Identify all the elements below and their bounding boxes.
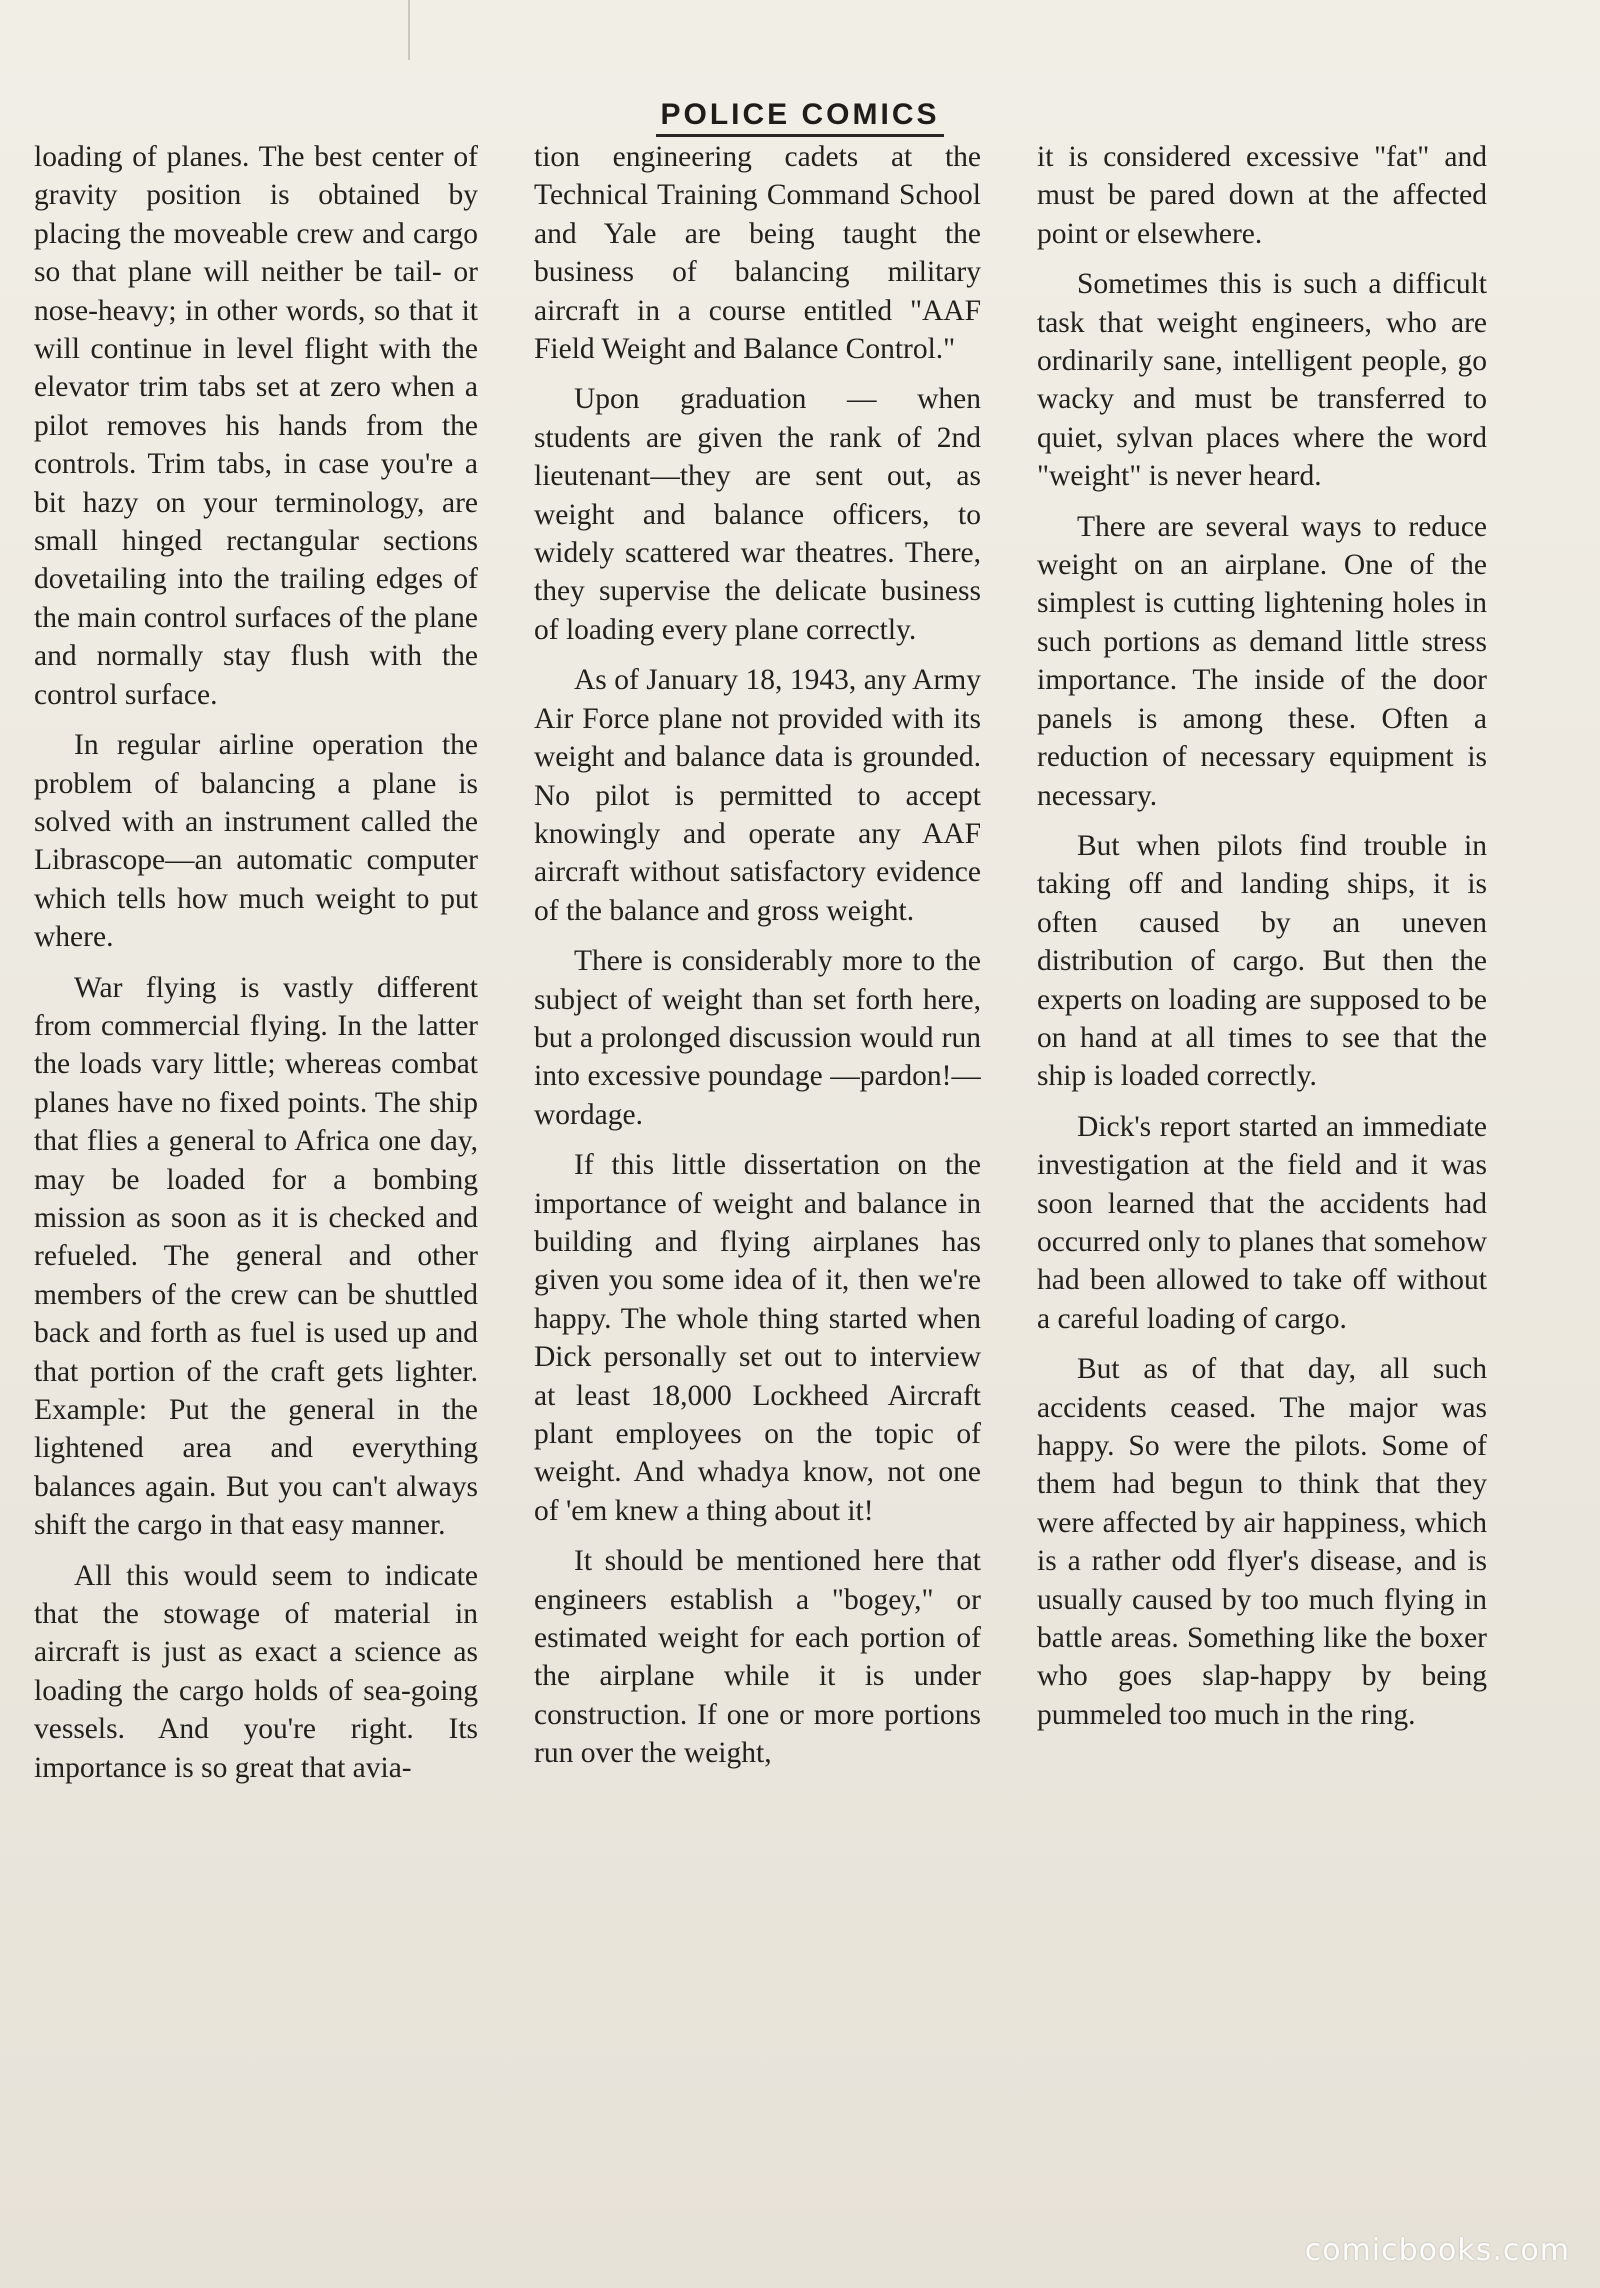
paragraph: But as of that day, all such accidents ceased. The major was happy. So were the pilots. Some of them had begun to think that they were affected by air happiness, which is a rather odd flyer's disease, and is usually caused by too much flying in battle areas. Something like the boxer who goes slap-happy by being pummeled too much in the ring. (1037, 1353, 1487, 1731)
paragraph: tion engineering cadets at the Technical Training Command School and Yale are being taught the business of balancing military aircraft in a course entitled "AAF Field Weight and Balance Control." (534, 141, 981, 366)
page-crease (408, 0, 410, 60)
paragraph: Sometimes this is such a difficult task that weight engineers, who are ordinarily sane, intelligent people, go wacky and must be transferred to quiet, sylvan places where the word "weight" is never heard. (1037, 268, 1487, 493)
paragraph: All this would seem to indicate that the stowage of material in aircraft is just as exact a science as loading the cargo holds of sea-going vessels. And you're right. Its importance is so great that avia- (34, 1559, 478, 1784)
paragraph: In regular airline operation the problem of balancing a plane is solved with an instrument called the Librascope—an automatic computer which tells how much weight to put where. (34, 729, 478, 954)
paragraph: There are several ways to reduce weight on an airplane. One of the simplest is cutting lightening holes in such portions as demand little stress importance. The inside of the door panels is among these. Often a reduction of necessary equipment is necessary. (1037, 510, 1487, 812)
page-header (0, 98, 1600, 137)
page-title: POLICE COMICS (656, 98, 943, 137)
paragraph: As of January 18, 1943, any Army Air Force plane not provided with its weight and balance data is grounded. No pilot is permitted to accept knowingly and operate any AAF aircraft without satisfactory evidence of the balance and gross weight. (534, 664, 981, 927)
paragraph: Upon graduation — when students are given the rank of 2nd lieutenant—they are sent out, as weight and balance officers, to widely scattered war theatres. There, they supervise the delicate business of loading every plane correctly. (534, 383, 981, 646)
paragraph: But when pilots find trouble in taking off and landing ships, it is often caused by an uneven distribution of cargo. But then the experts on loading are supposed to be on hand at all times to see that the ship is loaded correctly. (1037, 829, 1487, 1093)
paragraph: it is considered excessive "fat" and must be pared down at the affected point or elsewhere. (1037, 141, 1487, 250)
paragraph: If this little dissertation on the importance of weight and balance in building and flying airplanes has given you some idea of it, then we're happy. The whole thing started when Dick personally set out to interview at least 18,000 Lockheed Aircraft plant employees on the topic of weight. And whadya know, not one of 'em knew a thing about it! (534, 1149, 981, 1527)
paragraph: War flying is vastly different from commercial flying. In the latter the loads vary little; whereas combat planes have no fixed points. The ship that flies a general to Africa one day, may be loaded for a bombing mission as soon as it is checked and refueled. The general and other members of the crew can be shuttled back and forth as fuel is used up and that portion of the craft gets lighter. Example: Put the general in the lightened area and everything balances again. But you can't always shift the cargo in that easy manner. (34, 971, 478, 1542)
paragraph: Dick's report started an immediate investigation at the field and it was soon learned that the accidents had occurred only to planes that somehow had been allowed to take off without a careful loading of cargo. (1037, 1110, 1487, 1335)
paragraph: loading of planes. The best center of gravity position is obtained by placing the moveable crew and cargo so that plane will neither be tail- or nose-heavy; in other words, so that it will continue in level flight with the elevator trim tabs set at zero when a pilot removes his hands from the controls. Trim tabs, in case you're a bit hazy on your terminology, are small hinged rectangular sections dovetailing into the trailing edges of the main control surfaces of the plane and normally stay flush with the control surface. (34, 141, 478, 711)
watermark-text: comicbooks.com (1304, 2233, 1570, 2268)
text-column-1 (34, 138, 478, 2148)
paragraph: It should be mentioned here that engineers establish a "bogey," or estimated weight for each portion of the airplane while it is under construction. If one or more portions run over the weight, (534, 1545, 981, 1770)
text-column-2 (534, 138, 981, 2148)
paragraph: There is considerably more to the subject of weight than set forth here, but a prolonged discussion would run into excessive poundage —pardon!—wordage. (534, 945, 981, 1131)
text-column-3 (1037, 138, 1487, 2148)
